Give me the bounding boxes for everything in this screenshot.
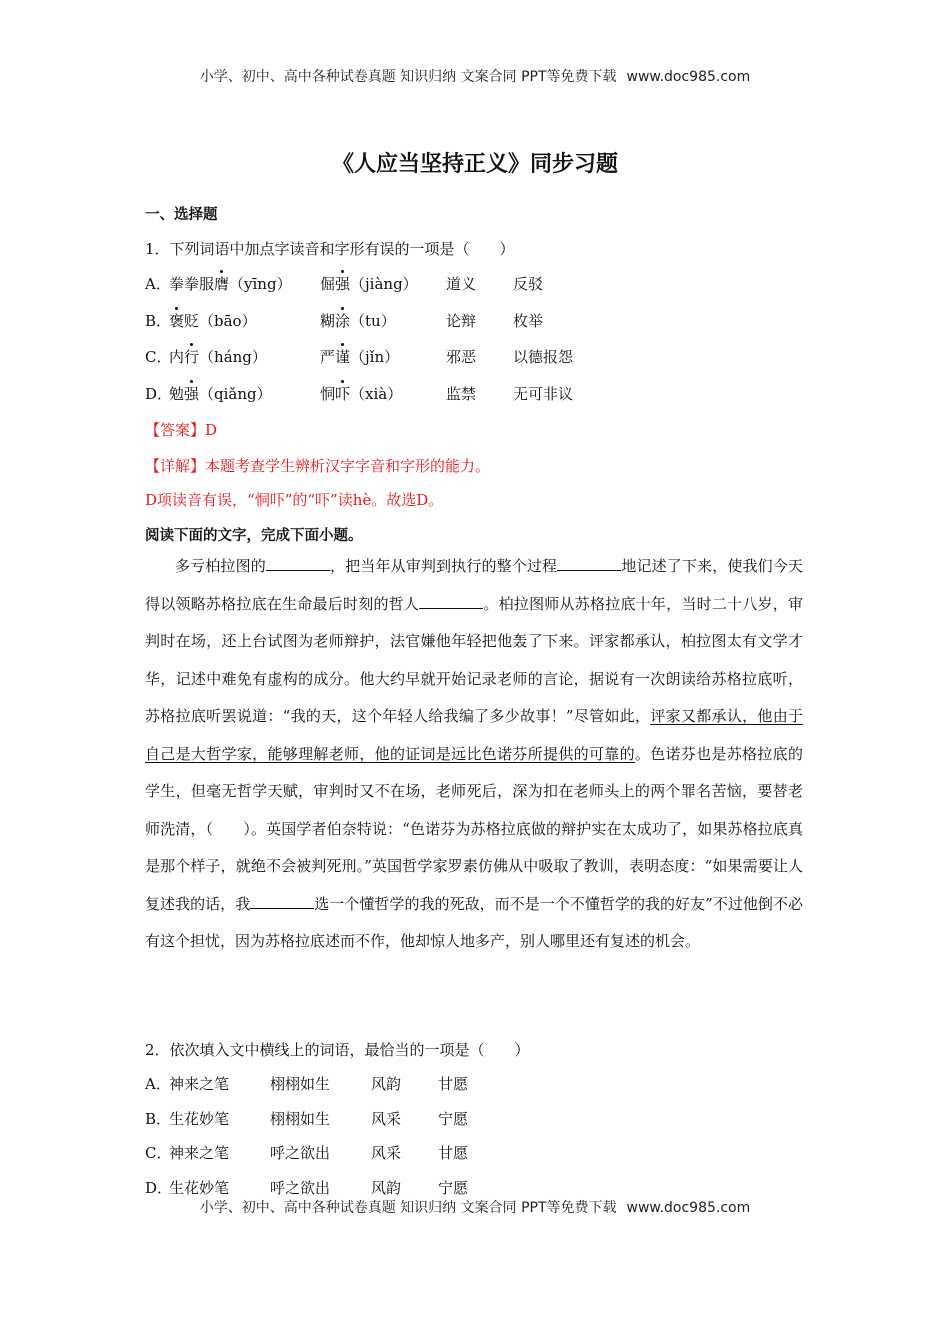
q2-option-b: B． 生花妙笔 栩栩如生 风采 宁愿	[145, 1110, 469, 1128]
emphasis-dot-char: 谨	[335, 348, 351, 366]
q1-answer: 【答案】D	[145, 421, 218, 439]
page-title: 《人应当坚持正义》同步习题	[331, 152, 618, 177]
q2-option-a: A． 神来之笔 栩栩如生 风韵 甘愿	[145, 1075, 469, 1093]
section-heading: 一、选择题	[145, 207, 218, 223]
header-text: 小学、初中、高中各种试卷真题 知识归纳 文案合同 PPT等免费下载	[199, 69, 617, 85]
q1-detail-2: D项读音有误，“恫吓”的“吓”读hè。故选D。	[145, 491, 444, 509]
emphasis-dot-char: 膺	[214, 275, 230, 293]
footer-site[interactable]: www.doc985.com	[626, 1200, 751, 1216]
fill-blank	[557, 555, 621, 571]
q1-option-b: B． 褒贬（bāo） 糊涂（tu） 论辩 枚举	[145, 312, 544, 330]
fill-blank	[250, 893, 314, 909]
q2-stem: 2．依次填入文中横线上的词语，最恰当的一项是（ ）	[145, 1041, 530, 1059]
emphasis-dot-char: 涂	[335, 312, 351, 330]
header-site[interactable]: www.doc985.com	[626, 69, 751, 85]
fill-blank	[419, 593, 483, 609]
q1-option-d: D． 勉强（qiǎng） 恫吓（xià） 监禁 无可非议	[145, 385, 574, 403]
fill-blank	[266, 555, 330, 571]
emphasis-dot-char: 行	[184, 348, 200, 366]
emphasis-dot-char: 强	[184, 385, 200, 403]
underlined-sentence: 评家又都承认，他由于自己是大哲学家，能够理解老师，他的证词是远比色诺芬所提供的可靠的	[145, 707, 803, 763]
emphasis-dot-char: 强	[335, 275, 351, 293]
page-header	[0, 66, 950, 86]
footer-text: 小学、初中、高中各种试卷真题 知识归纳 文案合同 PPT等免费下载	[199, 1200, 617, 1216]
page-footer	[0, 1197, 950, 1217]
q2-option-d: D． 生花妙笔 呼之欲出 风韵 宁愿	[145, 1179, 469, 1197]
q1-option-a: A． 拳拳服膺（yīng） 倔强（jiàng） 道义 反驳	[145, 275, 544, 293]
emphasis-dot-char: 褒	[169, 312, 185, 330]
emphasis-dot-char: 吓	[335, 385, 351, 403]
q1-detail: 【详解】本题考查学生辨析汉字字音和字形的能力。	[145, 457, 491, 475]
reading-passage: 多亏柏拉图的 ，把当年从审判到执行的整个过程 地记述了下来，使我们今天得以领略苏格拉底在生命最后时刻的哲人 。柏拉图师从苏格拉底十年，当时二十八岁，审判时在场，还上台试图为老师辩护，法官嫌他年轻把他轰了下来。评家都承认，柏拉图太有文学才华，记述中难免有虚构的成分。他大约早就开始记录老师的言论，据说有一次朗读给苏格拉底听，苏格拉底听罢说道：“我的天，这个年轻人给我编了多少故事！”尽管如此，评家又都承认，他由于自己是大哲学家，能够理解老师，他的证词是远比色诺芬所提供的可靠的。色诺芬也是苏格拉底的学生，但毫无哲学天赋，审判时又不在场，老师死后，深为扣在老师头上的两个罪名苦恼，要替老师洗清，（ ）。英国学者伯奈特说：“色诺芬为苏格拉底做的辩护实在太成功了，如果苏格拉底真是那个样子，就绝不会被判死刑。”英国哲学家罗素仿佛从中吸取了教训，表明态度：“如果需要让人复述我的话，我 选一个懂哲学的我的死敌，而不是一个不懂哲学的我的好友”不过他倒不必有这个担忧，因为苏格拉底述而不作，他却惊人地多产，别人哪里还有复述的机会。	[145, 557, 803, 950]
q1-stem: 1．下列词语中加点字读音和字形有误的一项是（ ）	[145, 240, 515, 258]
q2-option-c: C． 神来之笔 呼之欲出 风采 甘愿	[145, 1144, 469, 1162]
q1-option-c: C． 内行（háng） 严谨（jǐn） 邪恶 以德报怨	[145, 348, 574, 366]
reading-heading: 阅读下面的文字，完成下面小题。	[145, 528, 363, 544]
